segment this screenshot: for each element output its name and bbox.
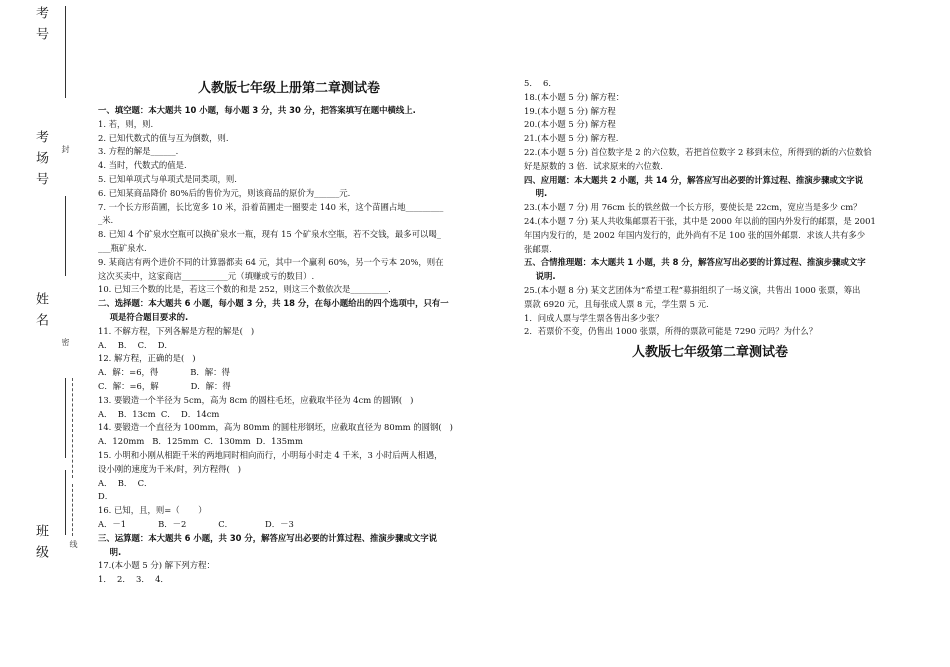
question-line: D． bbox=[98, 491, 114, 502]
question-line: 8. 已知 4 个矿泉水空瓶可以换矿泉水一瓶，现有 15 个矿泉水空瓶，若不交钱，最多可以喝_ bbox=[98, 229, 441, 240]
question-line: 21.(本小题 5 分) 解方程. bbox=[524, 133, 619, 144]
seal-dashed-line-2 bbox=[72, 484, 73, 536]
question-line: 票款 6920 元，且每张成人票 8 元，学生票 5 元. bbox=[524, 298, 709, 309]
question-line: A．－1 B．－2 C． D．－3 bbox=[98, 518, 294, 529]
question-line: 明. bbox=[524, 188, 548, 199]
exam-number-line bbox=[65, 6, 66, 98]
name-label: 姓 名 bbox=[33, 292, 48, 329]
question-line: A． B． C． bbox=[98, 477, 153, 488]
question-line: 5. 已知单项式与单项式是同类项，则. bbox=[98, 173, 237, 184]
page-title: 人教版七年级上册第二章测试卷 bbox=[198, 81, 381, 96]
question-line: _米. bbox=[98, 215, 114, 226]
question-line: 明. bbox=[98, 546, 122, 557]
question-line: 24.(本小题 7 分) 某人共收集邮票若干张，其中是 2000 年以前的国内外发行的邮票，是 2001 bbox=[524, 215, 876, 226]
question-line: 三、运算题：本大题共 6 小题，共 30 分，解答应写出必要的计算过程、推演步骤或文字说 bbox=[98, 532, 438, 543]
question-line: A．解：=6，得 B．解：得 bbox=[98, 367, 230, 378]
question-line: 22.(本小题 5 分) 首位数字是 2 的六位数，若把首位数字 2 移到末位，所得到的新的六位数恰 bbox=[524, 146, 872, 157]
question-line: 23.(本小题 7 分) 用 76cm 长的铁丝做一个长方形，要使长是 22cm，宽应当是多少 cm？ bbox=[524, 202, 862, 213]
class-line bbox=[65, 470, 66, 535]
question-line: 14. 要锻造一个直径为 100mm，高为 80mm 的圆柱形钢坯，应截取直径为 80mm 的圆钢( ) bbox=[98, 422, 453, 433]
exam-room-label: 考 场 号 bbox=[33, 130, 48, 188]
question-line: 16. 已知，且，则=（ ） bbox=[98, 505, 207, 516]
question-line: 四、应用题：本大题共 2 小题，共 14 分，解答应写出必要的计算过程、推演步骤或文字说 bbox=[524, 174, 864, 185]
line-mark: 线 bbox=[69, 540, 78, 548]
question-line: 17.(本小题 5 分) 解下列方程： bbox=[98, 560, 215, 571]
question-line: 7. 一个长方形苗圃，长比宽多 10 米，沿着苗圃走一圈要走 140 米，这个苗圃占地_________ bbox=[98, 201, 444, 212]
question-line: 年国内发行的，是 2002 年国内发行的，此外尚有不足 100 张的国外邮票．求该人共有多少 bbox=[524, 229, 866, 240]
question-line: 6. 已知某商品降价 80%后的售价为元，则该商品的原价为______元. bbox=[98, 187, 351, 198]
question-line: 15. 小明和小刚从相距千米的两地同时相向而行，小明每小时走 4 千米，3 小时后两人相遇， bbox=[98, 449, 443, 460]
question-line: 12. 解方程，正确的是( ) bbox=[98, 353, 196, 364]
right-question-lines bbox=[524, 77, 902, 339]
seal-mark: 封 bbox=[61, 145, 70, 153]
question-line: A．120mm B．125mm C．130mm D．135mm bbox=[98, 436, 303, 447]
question-line: C．解：=6，解 D．解：得 bbox=[98, 380, 231, 391]
binding-margin bbox=[0, 0, 90, 667]
question-line: 五、合情推理题：本大题共 1 小题，共 8 分，解答应写出必要的计算过程、推演步骤或文字 bbox=[524, 257, 866, 268]
question-line: 项是符合题目要求的. bbox=[98, 311, 189, 322]
seal-dashed-line-1 bbox=[72, 378, 73, 478]
question-line: 说明. bbox=[524, 271, 556, 282]
question-line: 11. 不解方程，下列各解是方程的解是( ) bbox=[98, 325, 255, 336]
question-line: 25.(本小题 8 分) 某文艺团体为“希望工程”募捐组织了一场义演，共售出 1000 张票，筹出 bbox=[524, 284, 861, 295]
question-line: 设小刚的速度为千米/时，列方程得( ) bbox=[98, 463, 241, 474]
page-title-repeat: 人教版七年级第二章测试卷 bbox=[632, 345, 789, 360]
question-line: 10. 已知三个数的比是，若这三个数的和是 252，则这三个数依次是_________. bbox=[98, 284, 391, 295]
question-line: 2. 已知代数式的值与互为倒数，则. bbox=[98, 132, 229, 143]
left-question-lines bbox=[98, 104, 482, 587]
question-line: 好是原数的 3 倍．试求原来的六位数. bbox=[524, 160, 663, 171]
question-line: 18.(本小题 5 分) 解方程： bbox=[524, 91, 625, 102]
question-line: 一、填空题：本大题共 10 小题，每小题 3 分，共 30 分，把答案填写在题中横线上. bbox=[98, 105, 416, 115]
question-line: 张邮票. bbox=[524, 243, 552, 254]
question-line: 这次买卖中，这家商店___________元（填赚或亏的数目）. bbox=[98, 270, 315, 281]
class-label: 班 级 bbox=[33, 524, 48, 561]
secret-mark: 密 bbox=[61, 338, 70, 346]
question-line: 4. 当时，代数式的值是. bbox=[98, 160, 187, 171]
question-line: 2．若票价不变，仍售出 1000 张票，所得的票款可能是 7290 元吗？为什么？ bbox=[524, 326, 818, 337]
question-line: 9. 某商店有两个进价不同的计算器都卖 64 元，其中一个赢利 60%，另一个亏本 20%，则在 bbox=[98, 256, 444, 267]
question-line: 5． 6． bbox=[524, 78, 557, 88]
question-line: A． B．13cm C． D．14cm bbox=[98, 408, 220, 419]
question-line: 19.(本小题 5 分) 解方程 bbox=[524, 105, 616, 116]
name-line bbox=[65, 378, 66, 458]
exam-room-line bbox=[65, 196, 66, 276]
exam-number-label: 考 号 bbox=[33, 6, 48, 43]
question-line: 13. 要锻造一个半径为 5cm，高为 8cm 的圆柱毛坯，应截取半径为 4cm 的圆钢( ) bbox=[98, 394, 414, 405]
question-line: A． B． C． D． bbox=[98, 339, 173, 350]
question-line: 3. 方程的解是______. bbox=[98, 146, 179, 157]
question-line: 1. 若，则，则. bbox=[98, 118, 154, 129]
question-line: 二、选择题：本大题共 6 小题，每小题 3 分，共 18 分，在每小题给出的四个选项中，只有一 bbox=[98, 298, 449, 309]
question-line: 1．问成人票与学生票各售出多少张？ bbox=[524, 312, 664, 323]
question-line: 1． 2． 3． 4． bbox=[98, 574, 169, 585]
question-line: ___瓶矿泉水. bbox=[98, 242, 147, 253]
question-line: 20.(本小题 5 分) 解方程 bbox=[524, 119, 616, 130]
